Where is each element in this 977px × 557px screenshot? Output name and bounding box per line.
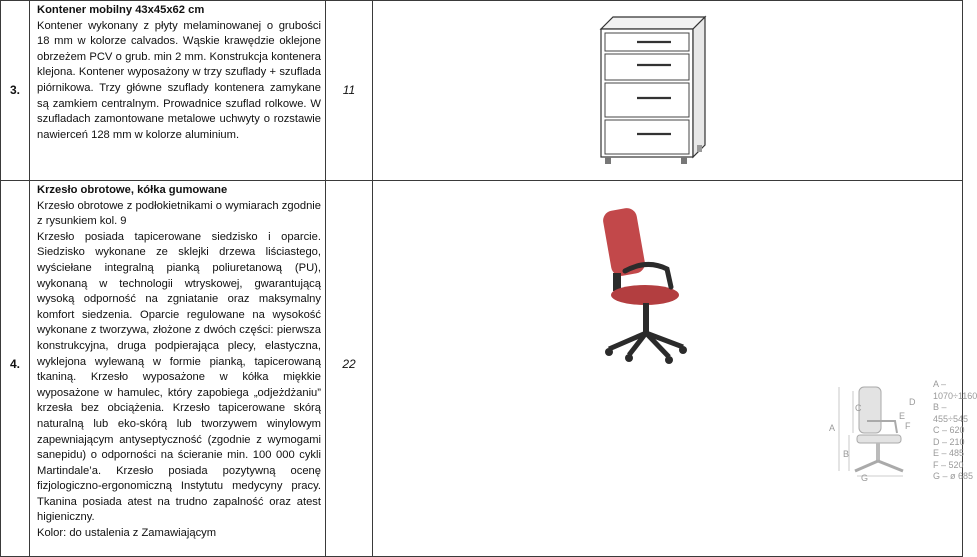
description-paragraph: Krzesło obrotowe z podłokietnikami o wymiarach zgodnie z rysunkiem kol. 9: [37, 199, 321, 228]
row-number: 4.: [9, 357, 20, 371]
quantity-value: 11: [342, 83, 356, 97]
image-cell: [373, 181, 977, 557]
dimension-value: C – 620: [933, 425, 965, 435]
dimension-value: A – 1070÷1160: [933, 379, 977, 401]
diagram-label: E: [899, 411, 906, 421]
item-description: [30, 1, 325, 143]
row-number: 3.: [9, 83, 20, 97]
office-chair-photo: [587, 203, 707, 363]
description-cell: [30, 1, 326, 181]
mobile-drawer-container-drawing: [593, 7, 713, 177]
diagram-label: F: [905, 421, 911, 431]
dimension-value: F – 520: [933, 459, 964, 470]
description-paragraph: Kontener wykonany z płyty melaminowanej o grubości 18 mm w kolorze calvados. Wąskie krawędzie oklejone obrzeżem PCV o grub. min 2 mm. Konstrukcja kontenera klejona. Kontener wyposażony w trzy szuflady + szuflada piórnikowa. Trzy główne szuflady kontenera zamykane są zamkiem centralnym. Prowadnice szuflad rolkowe. W szufladach zamontowane metalowe uchwyty o rozstawie nawierceń 128 mm w kolorze aluminium.: [37, 19, 321, 141]
chair-dimension-diagram: [819, 381, 929, 481]
color-line: Kolor: do ustalenia z Zamawiającym: [37, 527, 217, 540]
item-description: [30, 181, 325, 542]
dimension-value: E – 485: [933, 448, 965, 458]
dimension-value: D – 210: [933, 436, 965, 447]
quantity-value: 22: [342, 357, 356, 371]
table-row: [1, 181, 963, 557]
diagram-label: G: [861, 473, 869, 483]
item-title: Krzesło obrotowe, kółka gumowane: [37, 184, 228, 196]
row-number-cell: [1, 181, 30, 557]
item-title: Kontener mobilny 43x45x62 cm: [37, 4, 205, 16]
description-cell: [30, 181, 326, 557]
row-number-cell: [1, 1, 30, 181]
image-cell: [373, 1, 963, 181]
diagram-label: D: [909, 397, 916, 407]
diagram-label: A: [829, 423, 836, 433]
chair-dimensions-list: [933, 379, 977, 483]
quantity-cell: [326, 1, 373, 181]
dimension-value: B – 455÷545: [933, 402, 968, 424]
quantity-cell: [326, 181, 373, 557]
dimension-value: G – ø 685: [933, 471, 974, 481]
diagram-label: C: [855, 403, 862, 413]
table-row: [1, 1, 963, 181]
description-paragraph: Krzesło posiada tapicerowane siedzisko i oparcie. Siedzisko wykonane ze sklejki drzewa liściastego, wyściełane integralną pianką poliuretanową (PU), wykonaną w technologii wtryskowej, gwarantującą wysoką odporność na zgniatanie oraz maksymalny komfort siedzenia. Oparcie regulowane na wysokość wykonane z tworzywa, złożone z dwóch części: pierwsza konstrukcyjna, druga podpierająca plecy, elastyczna, wyklejona wylewaną w formie pianką, tapicerowaną tkaniną. Krzesło wyposażone w kółka miękkie wyposażone w hamulec, który zapobiega „odjeżdżaniu” krzesła bez obciążenia. Krzesło tapicerowane skórą naturalną lub eko-skórą lub tworzywem winylowym zapewniającym antyseptyczność (zgodnie z wymogami sanepidu) o odporności na ścieranie min. 100 000 cykli Martindale’a. Krzesło posiada pozytywną ocenę fizjologiczno-ergonomiczną Instytutu medycyny pracy. Tkanina posiada atest na trudno zapalność oraz atest higieniczny.: [37, 230, 321, 524]
diagram-label: B: [843, 449, 850, 459]
